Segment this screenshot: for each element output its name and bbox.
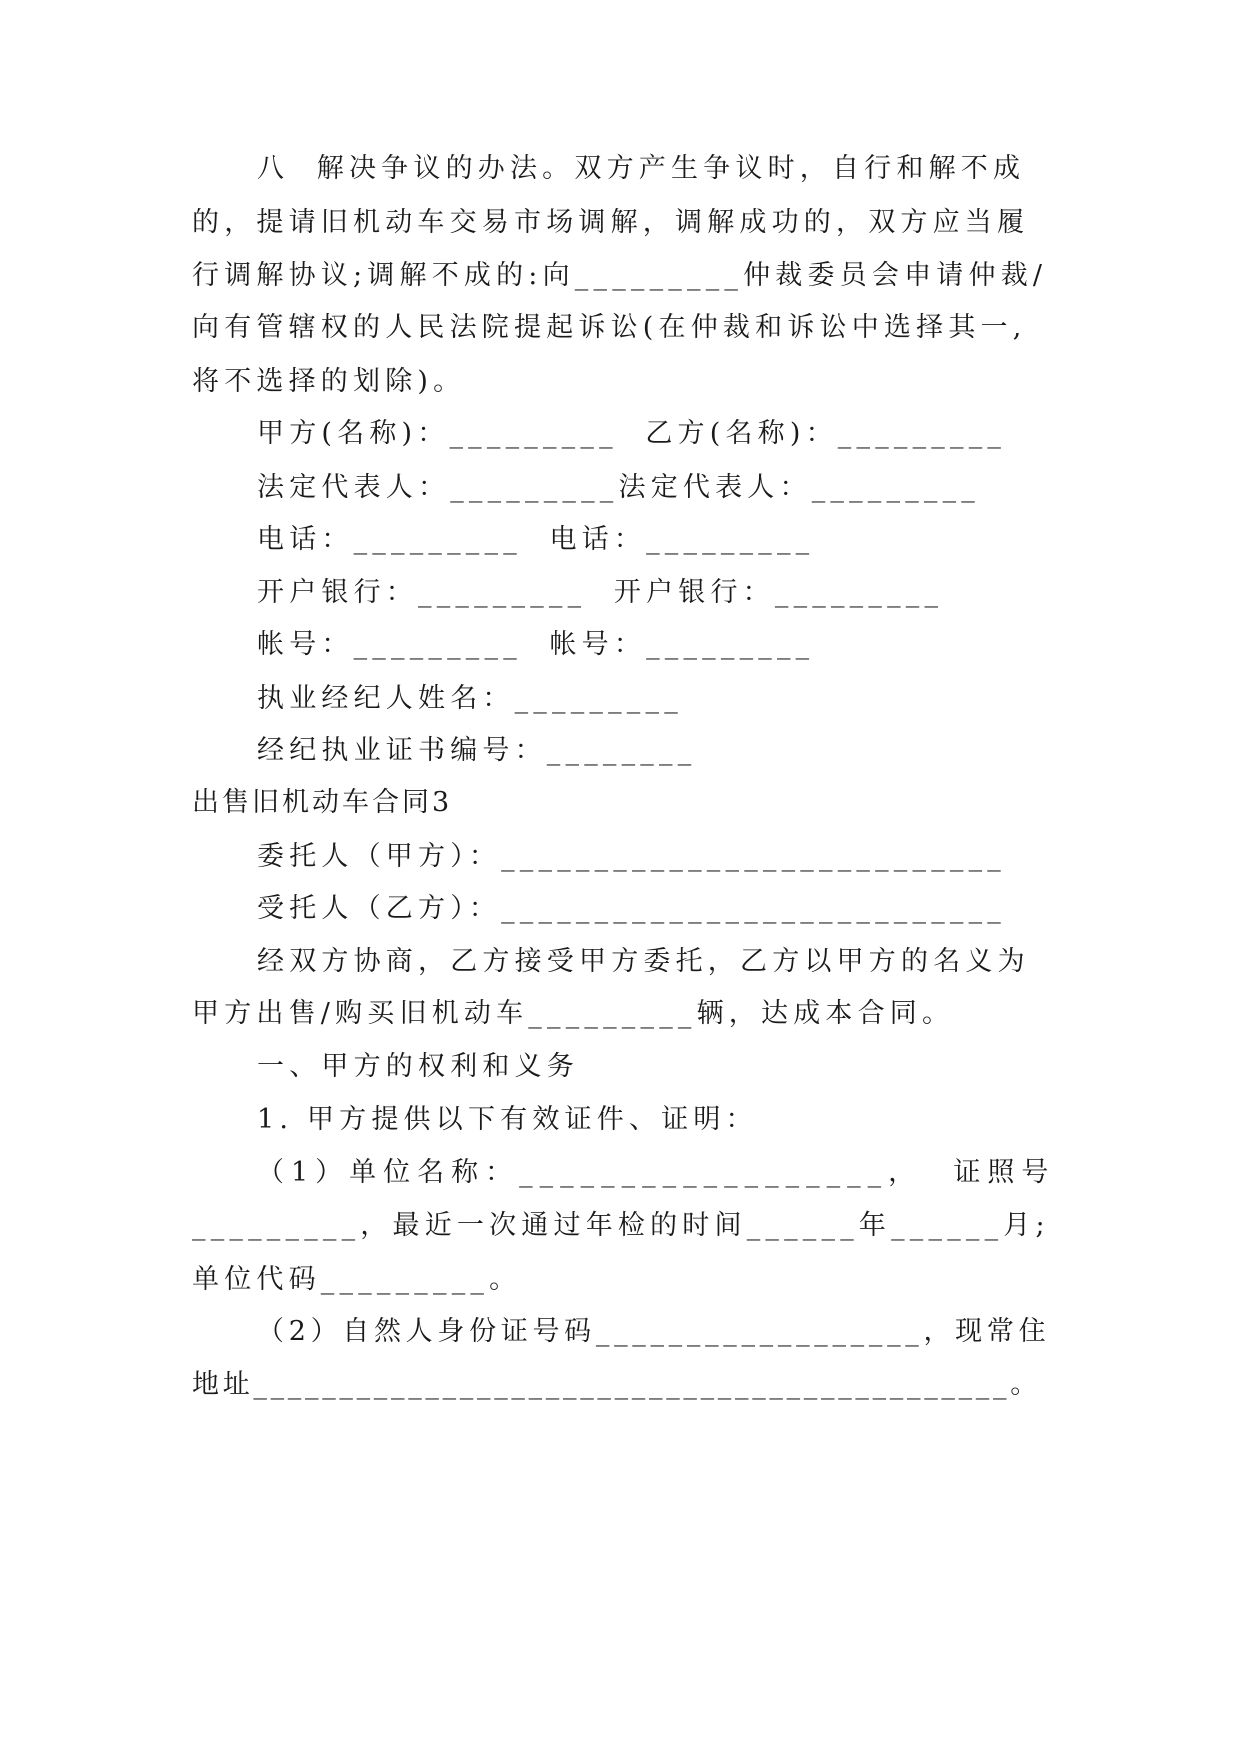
section8-line2: 的，提请旧机动车交易市场调解，调解成功的，双方应当履	[192, 207, 1030, 238]
intro-line1: 经双方协商，乙方接受甲方委托，乙方以甲方的名义为	[257, 946, 1030, 977]
section8-line4: 向有管辖权的人民法院提起诉讼(在仲裁和诉讼中选择其一,	[192, 312, 1027, 343]
broker-name-line: 执业经纪人姓名：_________	[257, 683, 683, 714]
contract-title: 出售旧机动车合同3	[192, 787, 453, 818]
account-line: 帐号：_________ 帐号：_________	[257, 629, 815, 660]
trustee-line: 受托人（乙方）：___________________________	[257, 893, 1006, 924]
client-line: 委托人（甲方）：___________________________	[257, 841, 1006, 872]
item-1: 1. 甲方提供以下有效证件、证明：	[257, 1104, 758, 1135]
section8-line5: 将不选择的划除)。	[192, 366, 466, 397]
section-heading-1: 一、甲方的权利和义务	[257, 1051, 579, 1082]
bank-line: 开户银行：_________ 开户银行：_________	[257, 577, 944, 608]
sub2-line1: （2）自然人身份证号码__________________，现常住	[257, 1316, 1051, 1347]
intro-line2: 甲方出售/购买旧机动车_________辆，达成本合同。	[192, 998, 955, 1029]
sub1-line1: （1）单位名称：__________________， 证照号	[257, 1157, 1056, 1188]
section8-line3: 行调解协议;调解不成的:向_________仲裁委员会申请仲裁/	[192, 260, 1048, 291]
legal-rep-line: 法定代表人：_________法定代表人：_________	[257, 472, 980, 503]
party-name-line: 甲方(名称)：_________ 乙方(名称)：_________	[257, 418, 1007, 449]
phone-line: 电话：_________ 电话：_________	[257, 524, 815, 555]
section8-line1: 八 解决争议的办法。双方产生争议时，自行和解不成	[257, 153, 1026, 184]
sub1-line3: 单位代码_________。	[192, 1264, 522, 1295]
sub2-line2: 地址____________________________________________。	[192, 1369, 1041, 1400]
broker-cert-line: 经纪执业证书编号：________	[257, 735, 697, 766]
sub1-line2: _________，最近一次通过年检的时间______年______月;	[192, 1210, 1050, 1241]
